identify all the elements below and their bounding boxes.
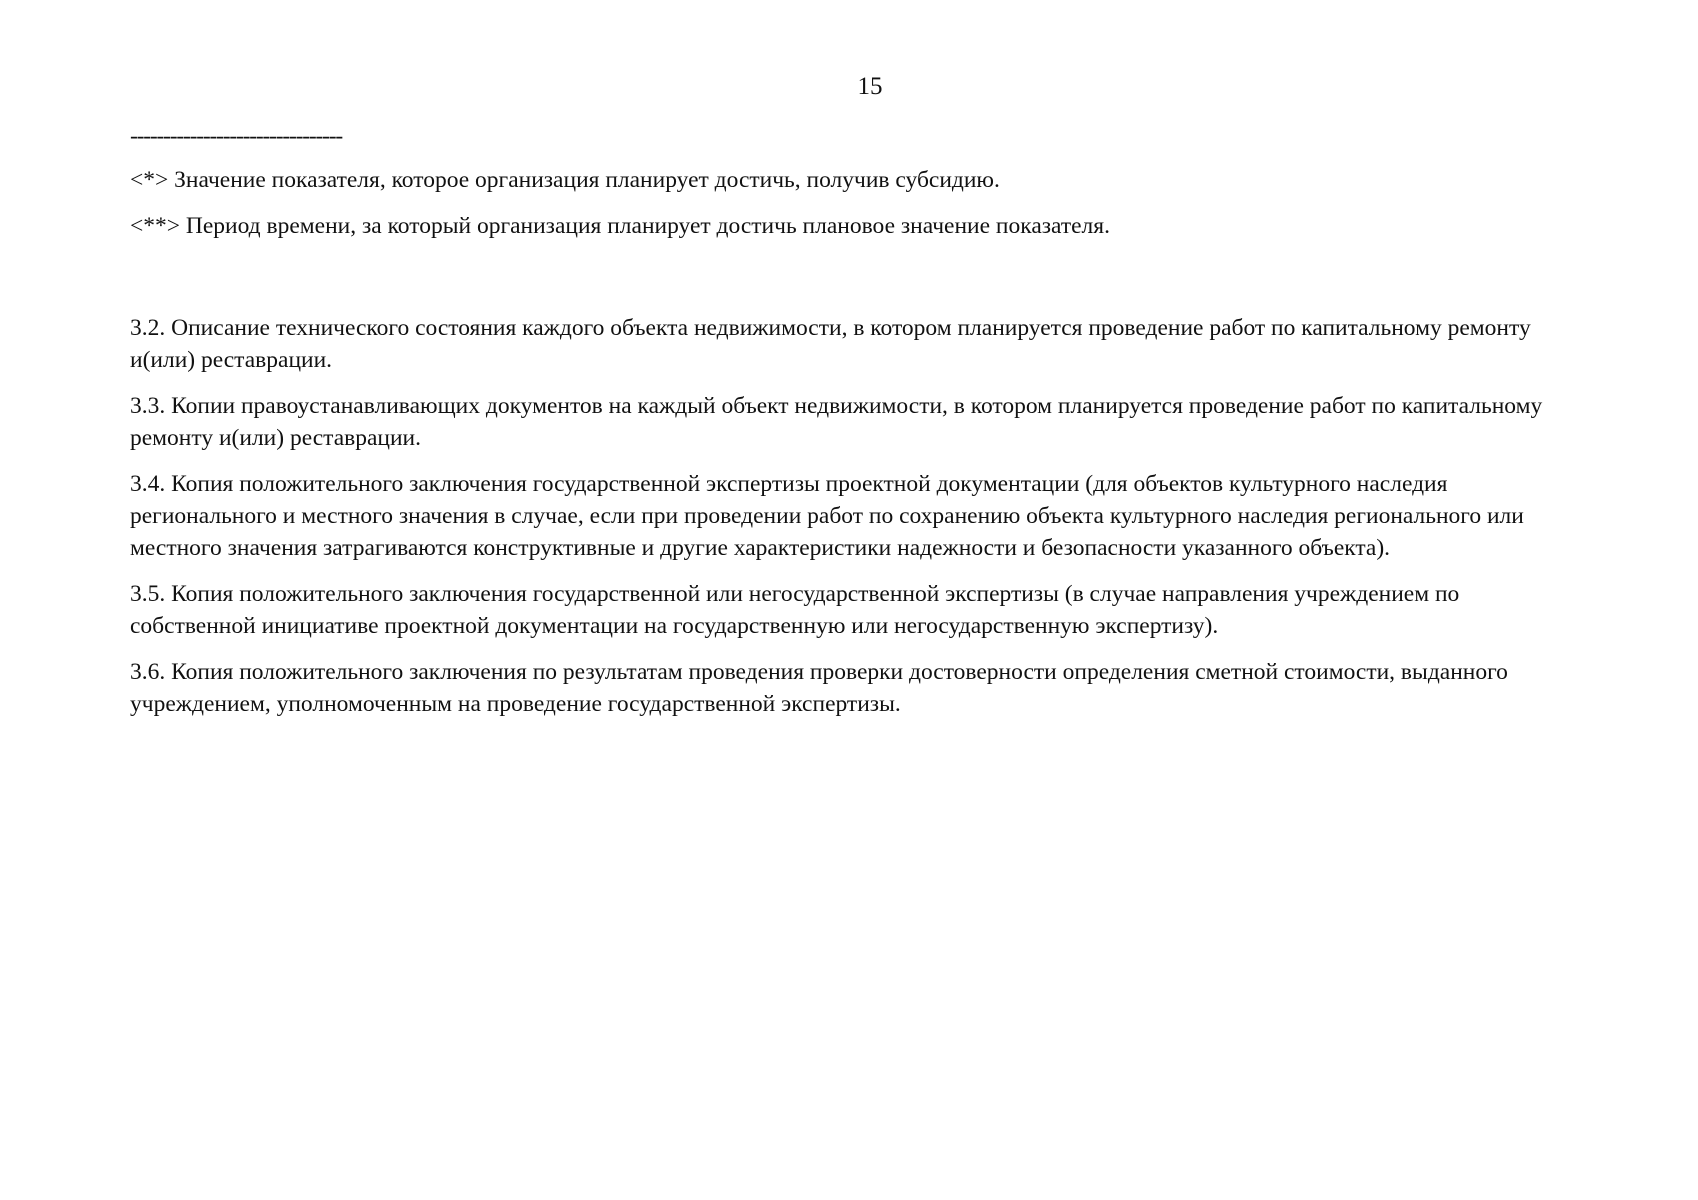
paragraph-3-2: 3.2. Описание технического состояния каждого объекта недвижимости, в котором планируется проведение работ по капитальному ремонту и(или) реставрации.: [130, 315, 1531, 373]
footnotes: [130, 164, 1590, 242]
paragraph-3-5: 3.5. Копия положительного заключения государственной или негосударственной экспертизы (в случае направления учреждением по собственной инициативе проектной документации на государственную или негосударственную экспертизу).: [130, 581, 1460, 639]
footnote-separator: --------------------------------: [130, 123, 343, 149]
paragraph-3-3: 3.3. Копии правоустанавливающих документов на каждый объект недвижимости, в котором планируется проведение работ по капитальному ремонту и(или) реставрации.: [130, 393, 1543, 451]
page-number: 15: [857, 73, 883, 100]
paragraph-list: [130, 312, 1590, 720]
page-content: [130, 120, 1590, 734]
footnote-single-asterisk: <*> Значение показателя, которое организация планирует достичь, получив субсидию.: [130, 167, 1000, 193]
footnote-double-asterisk: <**> Период времени, за который организация планирует достичь плановое значение показателя.: [130, 213, 1110, 239]
paragraph-3-6: 3.6. Копия положительного заключения по результатам проведения проверки достоверности определения сметной стоимости, выданного учреждением, уполномоченным на проведение государственной экспертизы.: [130, 659, 1508, 717]
paragraph-3-4: 3.4. Копия положительного заключения государственной экспертизы проектной документации (для объектов культурного наследия регионального и местного значения в случае, если при проведении работ по сохранению объекта культурного наследия регионального или местного значения затрагиваются конструктивные и другие характеристики надежности и безопасности указанного объекта).: [130, 471, 1524, 561]
